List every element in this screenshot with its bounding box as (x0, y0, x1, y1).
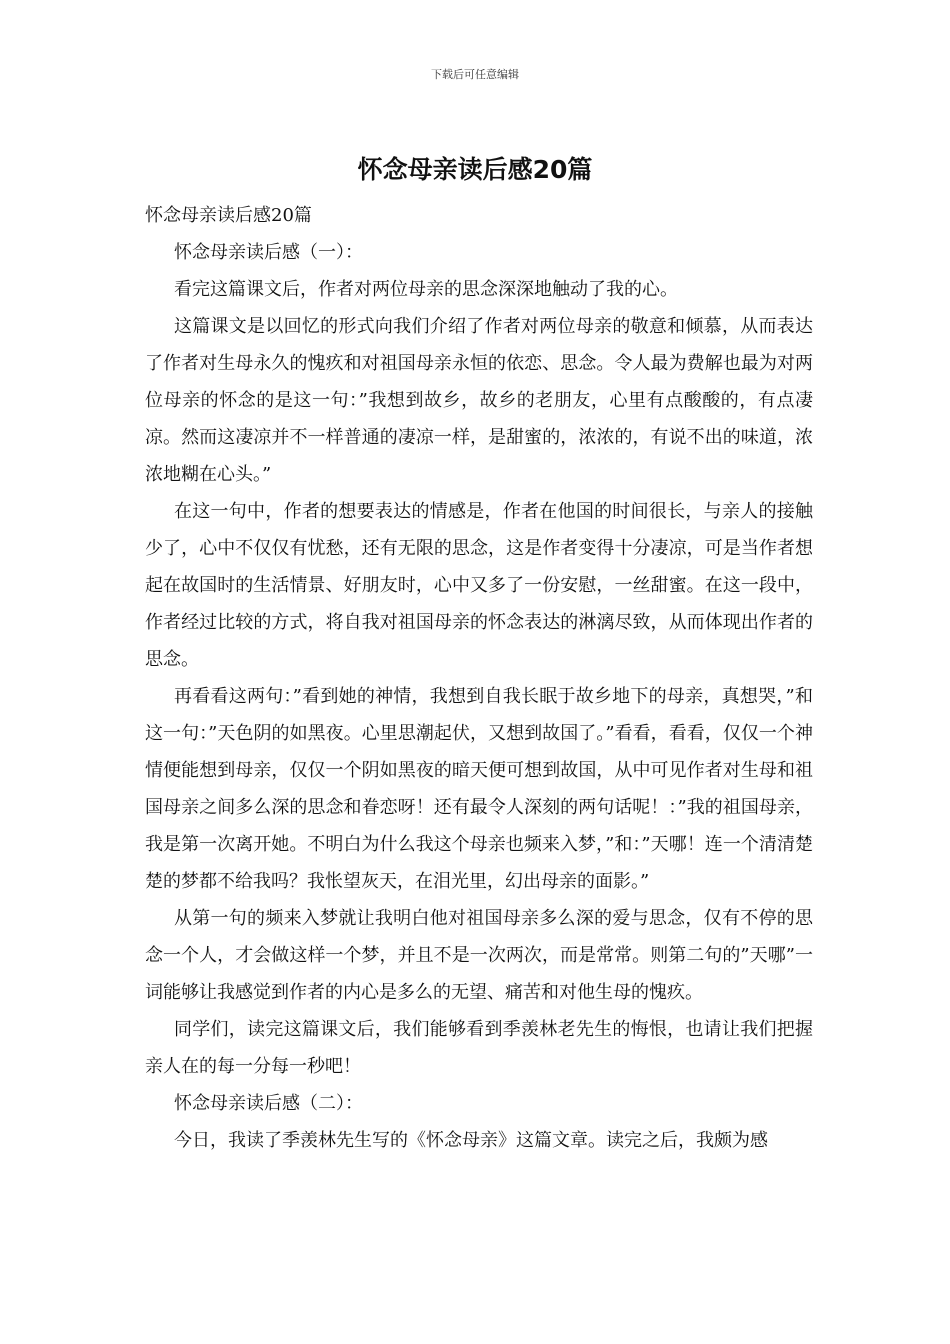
header-note: 下载后可任意编辑 (431, 68, 519, 81)
body-paragraph: 从第一句的频来入梦就让我明白他对祖国母亲多么深的爱与思念，仅有不停的思念一个人，才会做这样一个梦，并且不是一次两次，而是常常。则第二句的”天哪”一词能够让我感觉到作者的内心是多么的无望、痛苦和对他生母的愧疚。 (145, 908, 813, 1003)
body-paragraph: 在这一句中，作者的想要表达的情感是，作者在他国的时间很长，与亲人的接触少了，心中不仅仅有忧愁，还有无限的思念，这是作者变得十分凄凉，可是当作者想起在故国时的生活情景、好朋友时，心中又多了一份安慰，一丝甜蜜。在这一段中，作者经过比较的方式，将自我对祖国母亲的怀念表达的淋漓尽致，从而体现出作者的思念。 (145, 501, 813, 670)
subtitle-paragraph: 怀念母亲读后感20篇 (145, 205, 312, 226)
body-paragraph: 再看看这两句：”看到她的神情，我想到自我长眠于故乡地下的母亲，真想哭，”和这一句：”天色阴的如黑夜。心里思潮起伏，又想到故国了。”看看，看看，仅仅一个神情便能想到母亲，仅仅一个阴如黑夜的暗天便可想到故国，从中可见作者对生母和祖国母亲之间多么深的思念和眷恋呀！还有最令人深刻的两句话呢！：”我的祖国母亲，我是第一次离开她。不明白为什么我这个母亲也频来入梦，”和：”天哪！连一个清清楚楚的梦都不给我吗？我怅望灰天，在泪光里，幻出母亲的面影。” (145, 686, 813, 892)
body-paragraph: 今日，我读了季羡林先生写的《怀念母亲》这篇文章。读完之后，我颇为感 (174, 1130, 768, 1151)
section-heading-2: 怀念母亲读后感（二）： (174, 1093, 363, 1114)
body-paragraph: 这篇课文是以回忆的形式向我们介绍了作者对两位母亲的敬意和倾慕，从而表达了作者对生母永久的愧疚和对祖国母亲永恒的依恋、思念。令人最为费解也最为对两位母亲的怀念的是这一句：”我想到故乡，故乡的老朋友，心里有点酸酸的，有点凄凉。然而这凄凉并不一样普通的凄凉一样，是甜蜜的，浓浓的，有说不出的味道，浓浓地糊在心头。” (145, 316, 813, 485)
body-paragraph: 看完这篇课文后，作者对两位母亲的思念深深地触动了我的心。 (174, 279, 678, 300)
document-body (145, 197, 813, 1159)
section-heading-1: 怀念母亲读后感（一）： (174, 242, 363, 263)
document-title: 怀念母亲读后感20篇 (357, 155, 593, 184)
body-paragraph: 同学们，读完这篇课文后，我们能够看到季羡林老先生的悔恨，也请让我们把握亲人在的每一分每一秒吧！ (145, 1019, 813, 1077)
